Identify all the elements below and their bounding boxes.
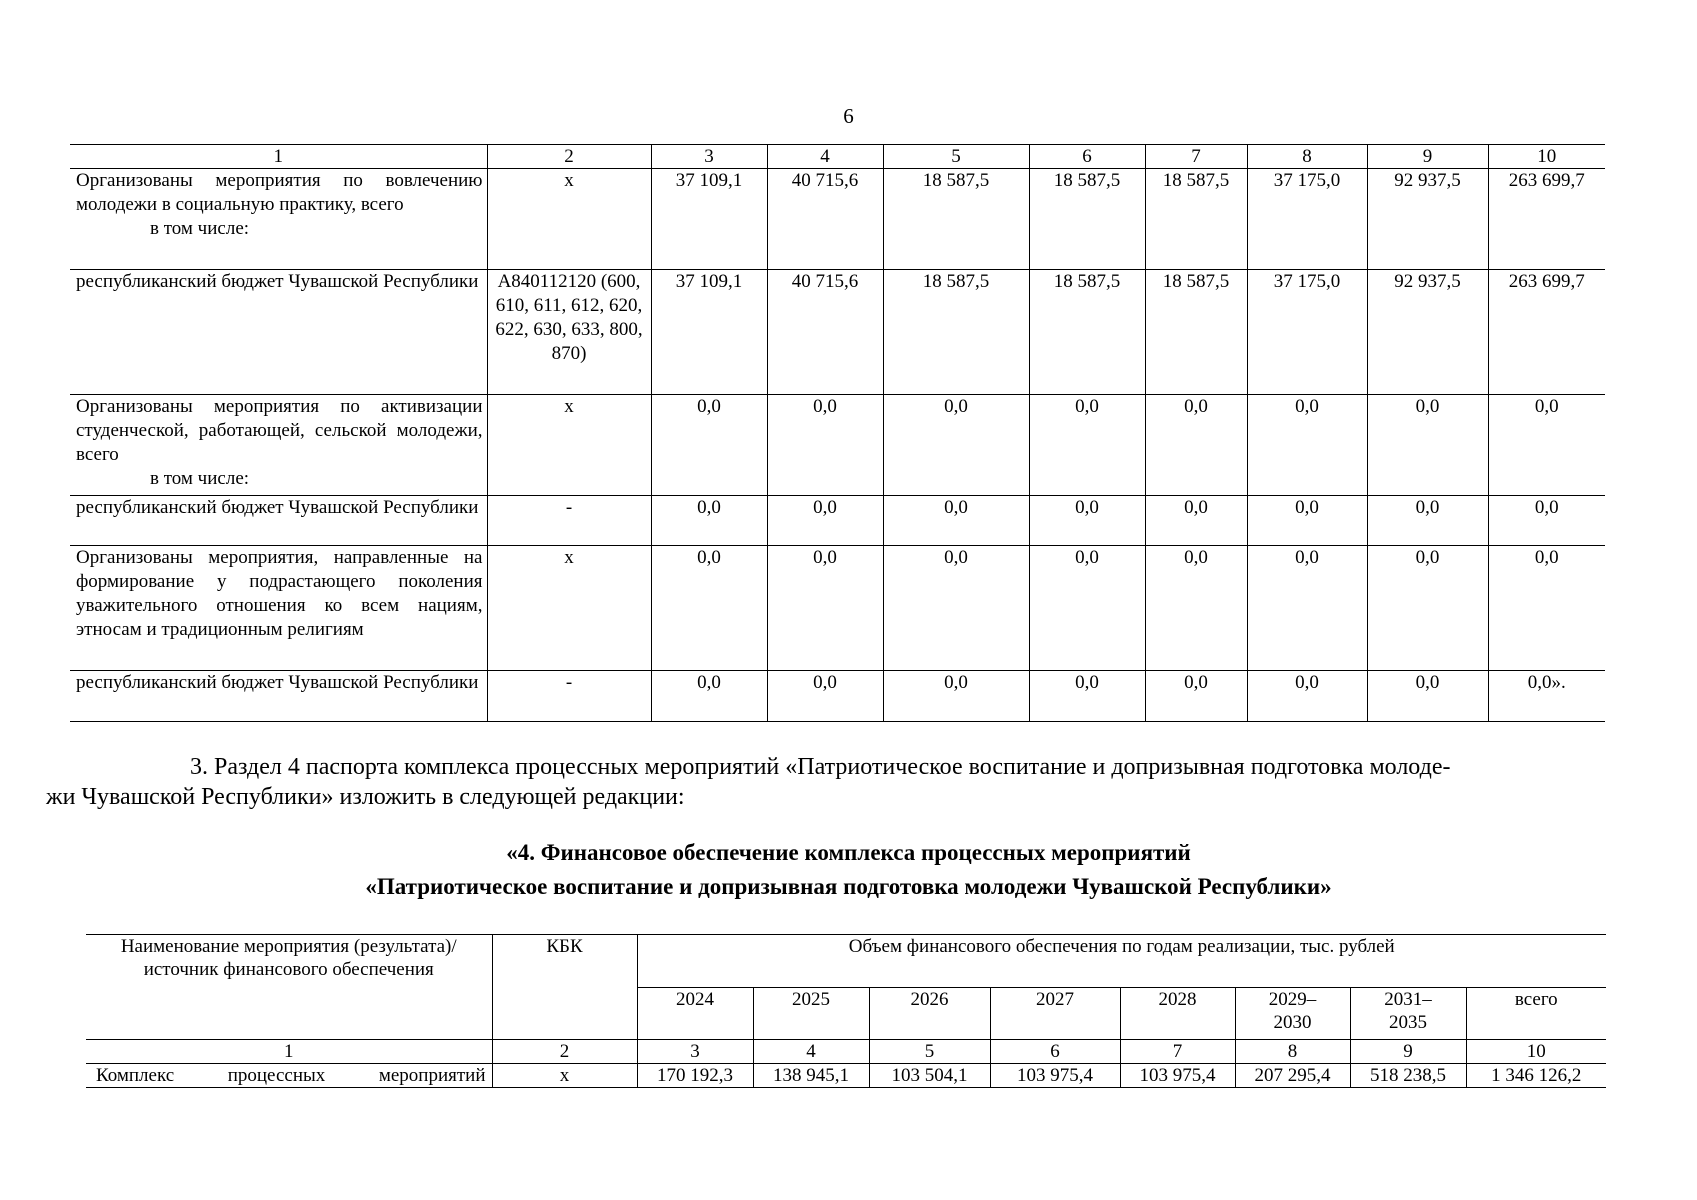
year-header: 2029–2030 (1235, 988, 1350, 1040)
column-number: 10 (1466, 1040, 1606, 1064)
column-numbers-row (70, 145, 1605, 169)
funding-table-continued (70, 144, 1605, 722)
column-number: 5 (883, 145, 1029, 169)
column-number: 9 (1367, 145, 1488, 169)
paragraph-line-2: жи Чувашской Республики» изложить в следующей редакции: (46, 784, 685, 810)
column-number: 6 (1029, 145, 1145, 169)
value-cell: 0,0 (883, 496, 1029, 546)
column-number: 8 (1235, 1040, 1350, 1064)
value-cell: 518 238,5 (1350, 1064, 1466, 1088)
kbk-cell: - (487, 496, 651, 546)
column-number: 5 (869, 1040, 990, 1064)
value-cell: 0,0 (1247, 671, 1367, 722)
value-cell: 0,0 (1029, 496, 1145, 546)
amendment-paragraph (46, 752, 1588, 812)
value-cell: 103 975,4 (1120, 1064, 1235, 1088)
year-header: 2028 (1120, 988, 1235, 1040)
page-number: 6 (843, 104, 854, 128)
year-header: 2026 (869, 988, 990, 1040)
value-cell: 0,0 (651, 546, 767, 671)
value-cell: 18 587,5 (1029, 270, 1145, 395)
value-cell: 103 975,4 (990, 1064, 1120, 1088)
column-number: 6 (990, 1040, 1120, 1064)
header-row (86, 935, 1606, 988)
year-header: 2031–2035 (1350, 988, 1466, 1040)
value-cell: 0,0 (767, 671, 883, 722)
year-header: 2025 (753, 988, 869, 1040)
column-number: 3 (637, 1040, 753, 1064)
column-number: 4 (753, 1040, 869, 1064)
value-cell: 0,0 (1247, 395, 1367, 496)
value-cell: 0,0 (1367, 496, 1488, 546)
value-cell: 40 715,6 (767, 270, 883, 395)
table-row (70, 546, 1605, 671)
value-cell: 37 175,0 (1247, 169, 1367, 270)
row-name-cell: Организованы мероприятия по активизации студенческой, работающей, сельской молодежи, всего в том числе: (70, 395, 487, 496)
value-cell: 0,0 (767, 395, 883, 496)
kbk-cell: х (492, 1064, 637, 1088)
value-cell: 0,0 (1488, 395, 1605, 496)
table-row (70, 671, 1605, 722)
row-name-cell: республиканский бюджет Чувашской Республики (70, 671, 487, 722)
value-cell: 0,0 (651, 395, 767, 496)
row-name-cell: Организованы мероприятия по вовлечению молодежи в социальную практику, всего в том числе: (70, 169, 487, 270)
value-cell: 0,0 (651, 671, 767, 722)
table-row (70, 395, 1605, 496)
value-cell: 18 587,5 (1029, 169, 1145, 270)
value-cell: 0,0 (1367, 546, 1488, 671)
kbk-cell: - (487, 671, 651, 722)
value-cell: 18 587,5 (1145, 169, 1247, 270)
value-cell: 207 295,4 (1235, 1064, 1350, 1088)
row-name-cell: республиканский бюджет Чувашской Республики (70, 496, 487, 546)
value-cell: 18 587,5 (883, 169, 1029, 270)
column-number: 4 (767, 145, 883, 169)
kbk-cell: х (487, 546, 651, 671)
kbk-column-header: КБК (492, 935, 637, 1040)
column-number: 1 (70, 145, 487, 169)
column-number: 9 (1350, 1040, 1466, 1064)
column-number: 2 (487, 145, 651, 169)
value-cell: 0,0 (651, 496, 767, 546)
kbk-cell: А840112120 (600, 610, 611, 612, 620, 622, 630, 633, 800, 870) (487, 270, 651, 395)
table-row (86, 1064, 1606, 1088)
year-header: 2024 (637, 988, 753, 1040)
value-cell: 103 504,1 (869, 1064, 990, 1088)
section-heading-line-2: «Патриотическое воспитание и допризывная подготовка молодежи Чувашской Республики» (365, 874, 1332, 899)
column-number: 1 (86, 1040, 492, 1064)
column-numbers-row (86, 1040, 1606, 1064)
value-cell: 0,0 (1145, 671, 1247, 722)
value-cell: 0,0 (1029, 671, 1145, 722)
row-name-cell: республиканский бюджет Чувашской Республики (70, 270, 487, 395)
value-cell: 263 699,7 (1488, 169, 1605, 270)
value-cell: 0,0 (883, 671, 1029, 722)
value-cell: 0,0 (1367, 395, 1488, 496)
value-cell: 37 109,1 (651, 169, 767, 270)
table-row (70, 270, 1605, 395)
value-cell: 92 937,5 (1367, 169, 1488, 270)
value-cell: 0,0 (1488, 546, 1605, 671)
table-row (70, 169, 1605, 270)
kbk-cell: х (487, 169, 651, 270)
value-cell: 37 109,1 (651, 270, 767, 395)
value-cell: 1 346 126,2 (1466, 1064, 1606, 1088)
column-number: 8 (1247, 145, 1367, 169)
value-cell: 138 945,1 (753, 1064, 869, 1088)
value-cell: 0,0 (1247, 546, 1367, 671)
value-cell: 0,0 (1367, 671, 1488, 722)
value-cell: 18 587,5 (1145, 270, 1247, 395)
column-number: 3 (651, 145, 767, 169)
value-cell: 0,0 (767, 546, 883, 671)
section-heading-line-1: «4. Финансовое обеспечение комплекса процессных мероприятий (506, 840, 1191, 865)
funding-group-header: Объем финансового обеспечения по годам реализации, тыс. рублей (637, 935, 1606, 988)
financial-support-table (86, 934, 1606, 1088)
value-cell: 0,0 (883, 395, 1029, 496)
value-cell: 0,0 (767, 496, 883, 546)
year-header: 2027 (990, 988, 1120, 1040)
column-number: 10 (1488, 145, 1605, 169)
row-name-cell: Организованы мероприятия, направленные на формирование у подрастающего поколения уважительного отношения ко всем нациям, этносам и традиционным религиям (70, 546, 487, 671)
value-cell: 37 175,0 (1247, 270, 1367, 395)
value-cell: 0,0 (1029, 395, 1145, 496)
name-column-header: Наименование мероприятия (результата)/источник финансового обеспечения (86, 935, 492, 1040)
value-cell: 0,0 (1145, 496, 1247, 546)
column-number: 2 (492, 1040, 637, 1064)
year-header: всего (1466, 988, 1606, 1040)
value-cell: 170 192,3 (637, 1064, 753, 1088)
value-cell: 0,0». (1488, 671, 1605, 722)
value-cell: 0,0 (1029, 546, 1145, 671)
paragraph-line-1: 3. Раздел 4 паспорта комплекса процессных мероприятий «Патриотическое воспитание и допризывная подготовка молоде- (190, 754, 1451, 780)
value-cell: 0,0 (1145, 546, 1247, 671)
column-number: 7 (1120, 1040, 1235, 1064)
table-row (70, 496, 1605, 546)
value-cell: 0,0 (1247, 496, 1367, 546)
value-cell: 263 699,7 (1488, 270, 1605, 395)
value-cell: 18 587,5 (883, 270, 1029, 395)
row-name-cell: Комплекс процессных мероприятий (86, 1064, 492, 1088)
value-cell: 92 937,5 (1367, 270, 1488, 395)
kbk-cell: х (487, 395, 651, 496)
value-cell: 40 715,6 (767, 169, 883, 270)
column-number: 7 (1145, 145, 1247, 169)
value-cell: 0,0 (1488, 496, 1605, 546)
value-cell: 0,0 (1145, 395, 1247, 496)
value-cell: 0,0 (883, 546, 1029, 671)
